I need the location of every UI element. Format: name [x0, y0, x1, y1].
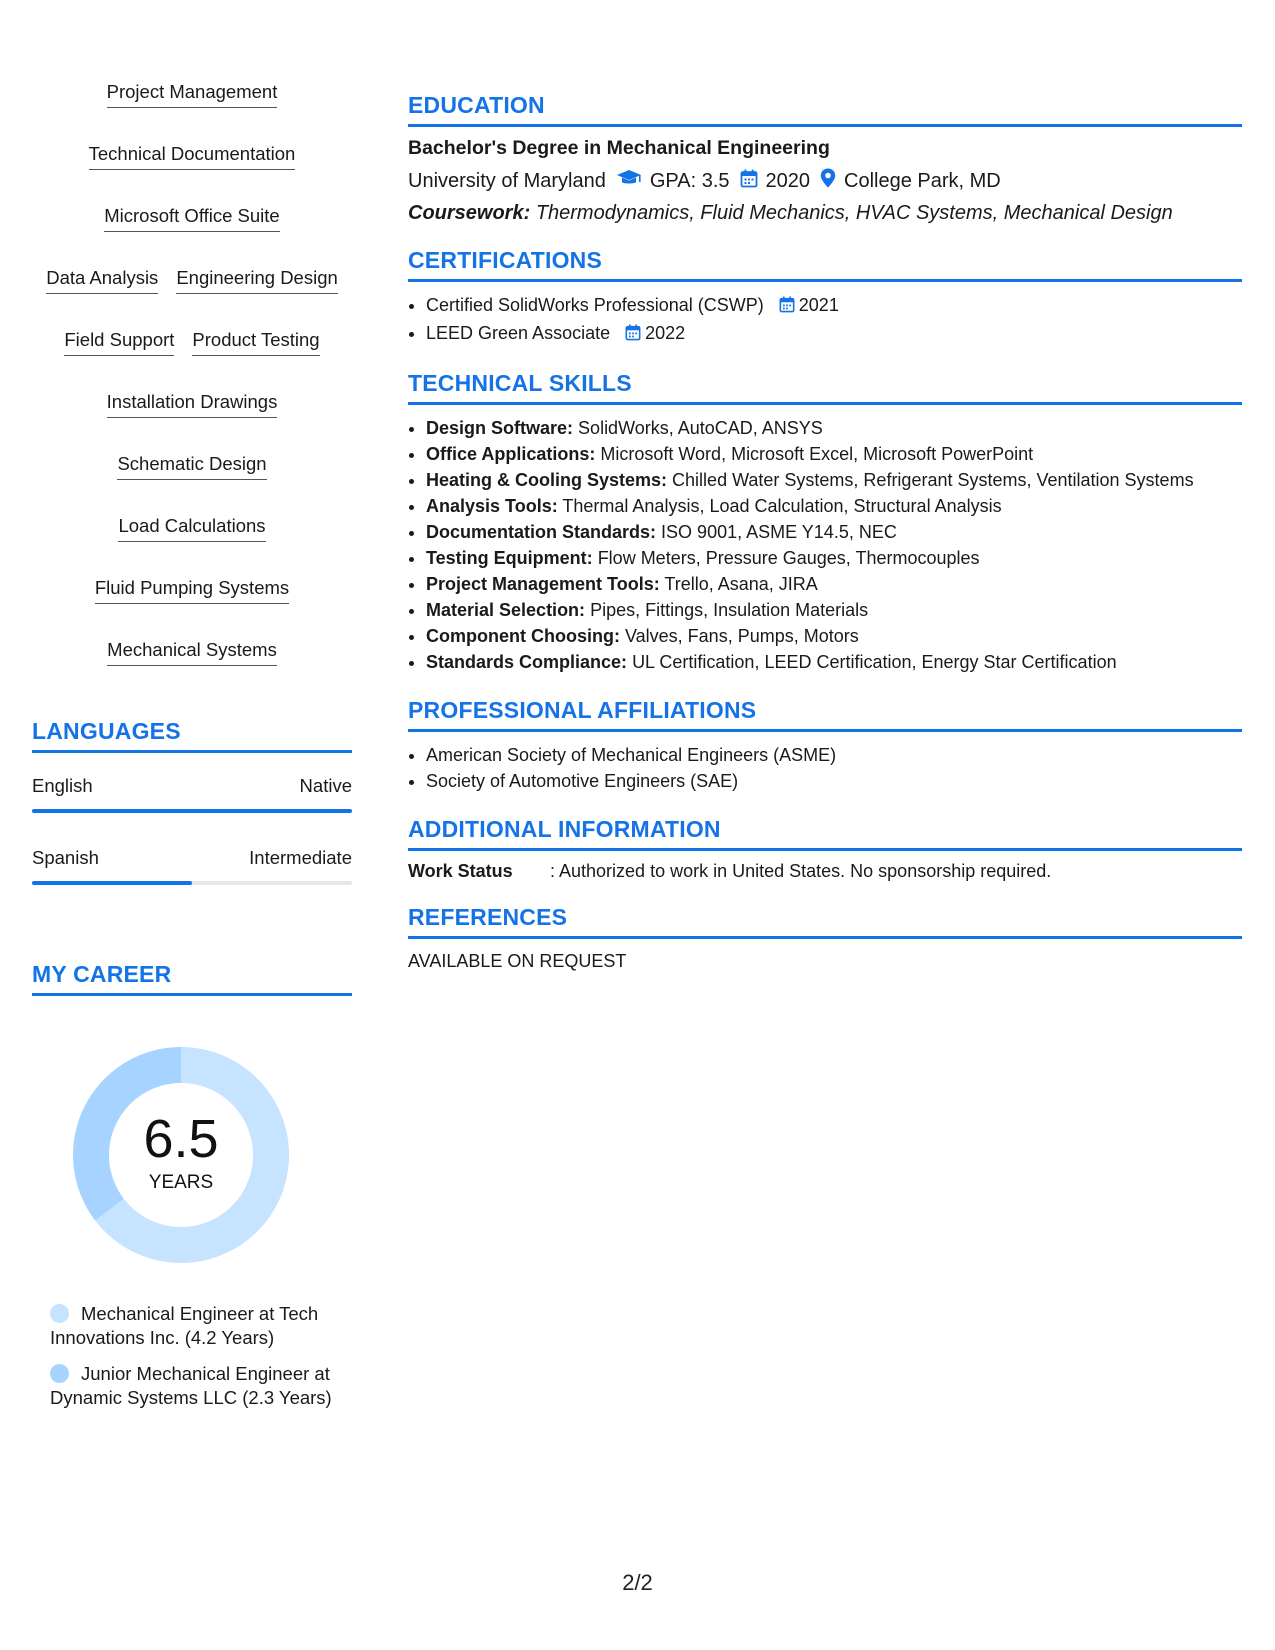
coursework — [408, 202, 1242, 225]
skill-tag: Engineering Design — [176, 266, 337, 294]
list-item — [426, 545, 1242, 571]
affiliations-title: PROFESSIONAL AFFILIATIONS — [408, 697, 1242, 732]
calendar-icon — [625, 322, 641, 348]
work-status-label: Work Status — [408, 861, 513, 881]
calendar-icon — [740, 169, 758, 194]
skill-label: Documentation Standards: — [426, 522, 657, 542]
references-section — [408, 904, 1242, 972]
skill-value: Microsoft Word, Microsoft Excel, Microsoft PowerPoint — [600, 444, 1034, 464]
language-name: Spanish — [32, 847, 99, 868]
career-legend — [50, 1302, 340, 1410]
affiliations-list — [408, 742, 1242, 794]
work-status-row — [408, 861, 1242, 882]
right-column — [408, 92, 1242, 994]
skill-label: Heating & Cooling Systems: — [426, 470, 668, 490]
legend-item — [50, 1302, 340, 1350]
language-level: Native — [299, 775, 352, 796]
skill-label: Component Choosing: — [426, 626, 620, 646]
skill-value: UL Certification, LEED Certification, Energy Star Certification — [632, 652, 1117, 672]
list-item — [426, 623, 1242, 649]
skill-tag: Product Testing — [192, 328, 319, 356]
skill-label: Project Management Tools: — [426, 574, 660, 594]
legend-label: Mechanical Engineer at Tech Innovations Inc. (4.2 Years) — [50, 1303, 319, 1348]
technical-skills-title: TECHNICAL SKILLS — [408, 370, 1242, 405]
work-status-value: : Authorized to work in United States. No sponsorship required. — [550, 861, 1052, 881]
certification-name: Certified SolidWorks Professional (CSWP) — [426, 295, 764, 315]
references-text: AVAILABLE ON REQUEST — [408, 951, 627, 971]
skills-tags — [32, 80, 352, 666]
skill-tag: Installation Drawings — [107, 390, 278, 418]
career-title: MY CAREER — [32, 961, 352, 996]
language-bar-fill — [32, 809, 352, 813]
legend-item — [50, 1362, 340, 1410]
list-item — [426, 571, 1242, 597]
list-item — [426, 467, 1242, 493]
list-item — [426, 519, 1242, 545]
skill-value: ISO 9001, ASME Y14.5, NEC — [661, 522, 897, 542]
school-location: College Park, MD — [844, 169, 1001, 192]
skill-value: Trello, Asana, JIRA — [664, 574, 818, 594]
coursework-list: Thermodynamics, Fluid Mechanics, HVAC Systems, Mechanical Design — [535, 202, 1173, 224]
certification-year: 2021 — [798, 295, 839, 315]
technical-skills-list — [408, 415, 1242, 675]
languages-section — [32, 718, 352, 885]
career-total-label: YEARS — [148, 1172, 214, 1193]
skill-value: Thermal Analysis, Load Calculation, Structural Analysis — [562, 496, 1002, 516]
skill-value: SolidWorks, AutoCAD, ANSYS — [578, 418, 823, 438]
list-item — [426, 441, 1242, 467]
list-item: • American Society of Mechanical Engineers (ASME) — [426, 742, 1242, 768]
list-item — [426, 649, 1242, 675]
additional-info-title: ADDITIONAL INFORMATION — [408, 816, 1242, 851]
career-donut — [66, 1040, 296, 1270]
legend-label: Junior Mechanical Engineer at Dynamic Systems LLC (2.3 Years) — [50, 1363, 332, 1408]
coursework-label: Coursework: — [408, 202, 531, 224]
legend-dot — [50, 1304, 69, 1323]
certification-name: LEED Green Associate — [426, 323, 611, 343]
list-item — [426, 597, 1242, 623]
location-pin-icon — [820, 168, 836, 194]
skill-tag: Load Calculations — [118, 514, 265, 542]
language-name: English — [32, 775, 93, 796]
skill-tag: Mechanical Systems — [107, 638, 277, 666]
references-title: REFERENCES — [408, 904, 1242, 939]
language-row — [32, 775, 352, 797]
language-level: Intermediate — [249, 847, 352, 868]
list-item — [426, 292, 1242, 320]
graduation-cap-icon — [616, 169, 642, 193]
skill-value: Pipes, Fittings, Insulation Materials — [590, 600, 869, 620]
education-title: EDUCATION — [408, 92, 1242, 127]
skill-tag: Data Analysis — [46, 266, 158, 294]
technical-skills-section — [408, 370, 1242, 675]
language-bar — [32, 881, 352, 885]
skill-tag: Technical Documentation — [89, 142, 296, 170]
skill-tag: Microsoft Office Suite — [104, 204, 279, 232]
list-item — [426, 493, 1242, 519]
graduation-year: 2020 — [765, 169, 811, 192]
education-section — [408, 92, 1242, 225]
career-total-value: 6.5 — [143, 1109, 219, 1169]
skill-value: Chilled Water Systems, Refrigerant Systems, Ventilation Systems — [672, 470, 1194, 490]
degree-title: Bachelor's Degree in Mechanical Engineering — [408, 137, 830, 159]
skill-tag: Project Management — [107, 80, 278, 108]
skill-tag: Schematic Design — [117, 452, 266, 480]
gpa: GPA: 3.5 — [649, 169, 730, 192]
education-details — [408, 168, 1242, 194]
skill-label: Office Applications: — [426, 444, 596, 464]
skill-label: Analysis Tools: — [426, 496, 558, 516]
list-item: • Society of Automotive Engineers (SAE) — [426, 768, 1242, 794]
additional-info-section — [408, 816, 1242, 882]
skill-tag: Fluid Pumping Systems — [95, 576, 289, 604]
skill-value: Valves, Fans, Pumps, Motors — [624, 626, 859, 646]
language-bar — [32, 809, 352, 813]
language-row — [32, 847, 352, 869]
certifications-list — [408, 292, 1242, 348]
certifications-section — [408, 247, 1242, 348]
skill-label: Material Selection: — [426, 600, 586, 620]
skill-tag: Field Support — [64, 328, 174, 356]
affiliations-section — [408, 697, 1242, 794]
skill-label: Design Software: — [426, 418, 574, 438]
certifications-title: CERTIFICATIONS — [408, 247, 1242, 282]
calendar-icon — [779, 294, 795, 320]
skill-label: Standards Compliance: — [426, 652, 628, 672]
language-bar-fill — [32, 881, 192, 885]
page-number: 2/2 — [622, 1570, 653, 1595]
legend-dot — [50, 1364, 69, 1383]
list-item — [426, 415, 1242, 441]
languages-title: LANGUAGES — [32, 718, 352, 753]
skill-value: Flow Meters, Pressure Gauges, Thermocouples — [597, 548, 980, 568]
list-item — [426, 320, 1242, 348]
left-column — [32, 80, 352, 1422]
school-name: University of Maryland — [408, 169, 606, 192]
skill-label: Testing Equipment: — [426, 548, 593, 568]
certification-year: 2022 — [645, 323, 686, 343]
career-section — [32, 961, 352, 1410]
